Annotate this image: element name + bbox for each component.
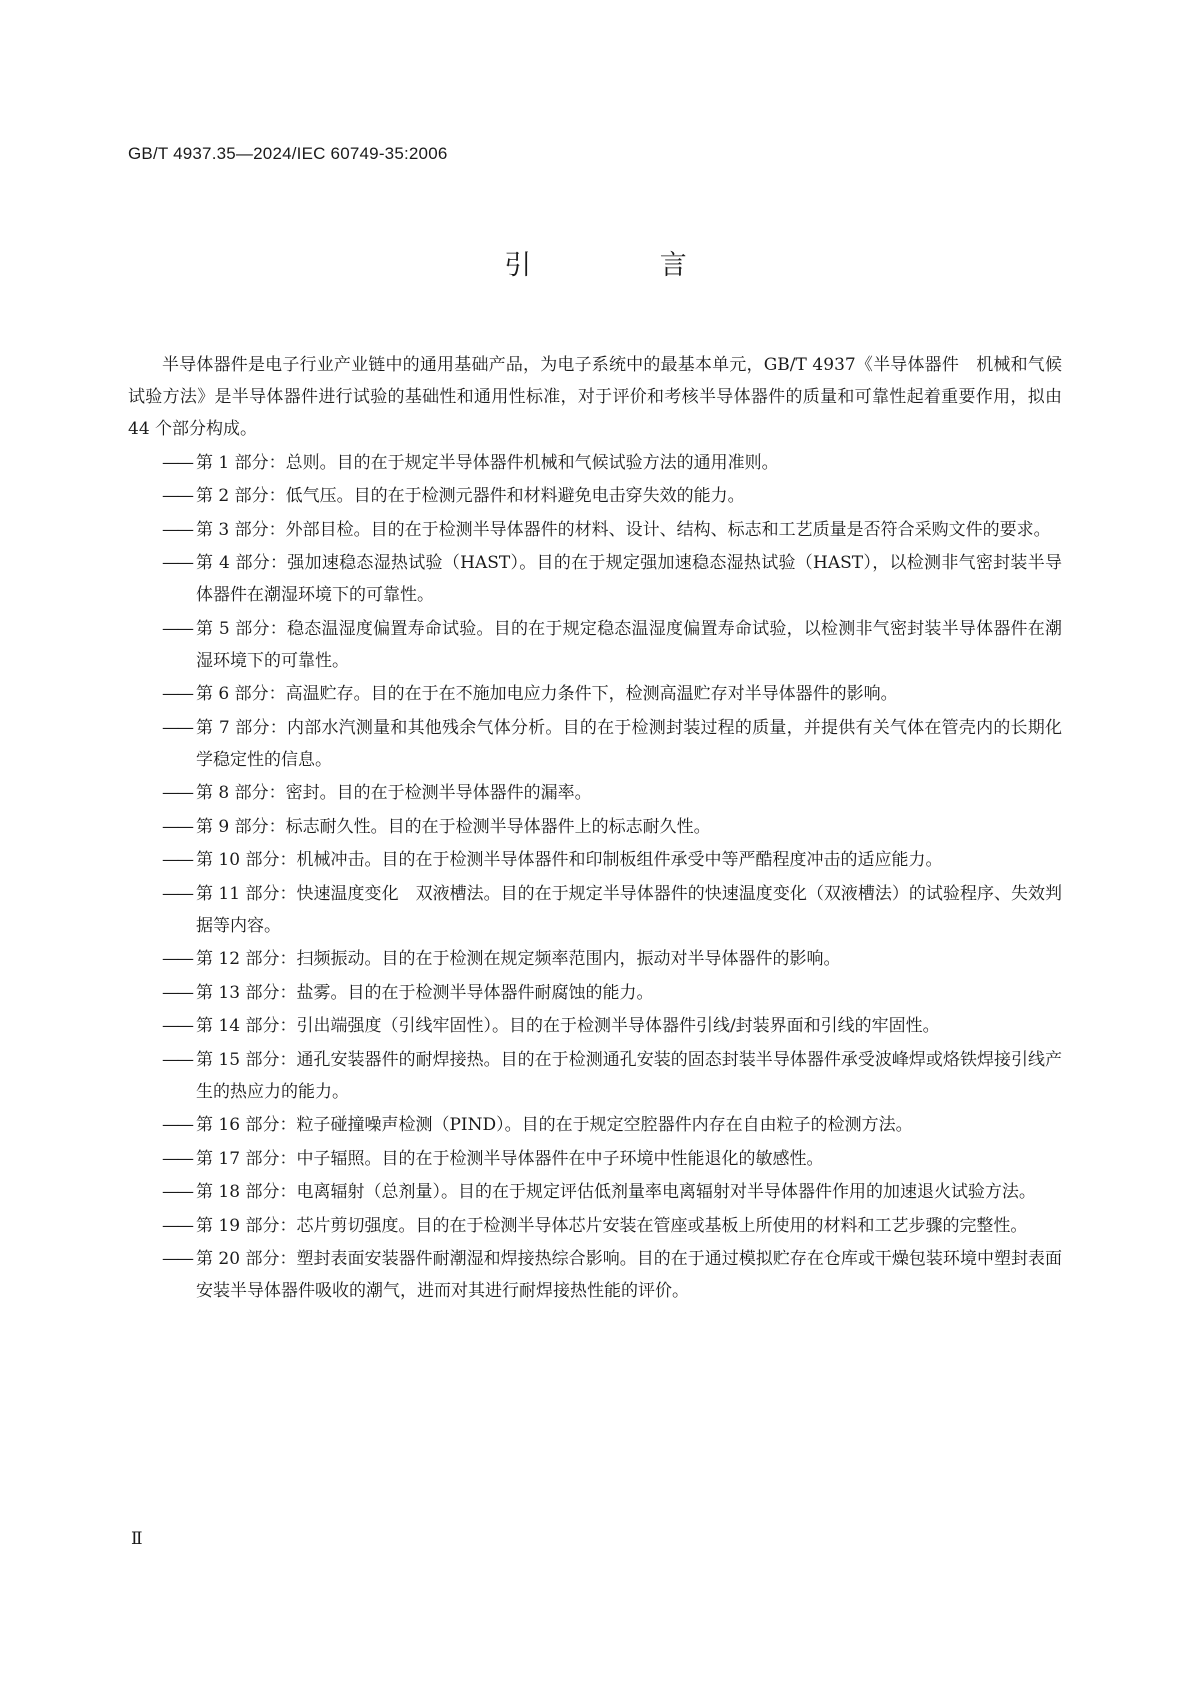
list-item	[128, 613, 1062, 677]
list-dash: ——	[162, 1049, 192, 1070]
list-dash: ——	[162, 486, 192, 506]
list-item	[128, 1243, 1062, 1307]
standard-code-header: GB/T 4937.35—2024/IEC 60749-35:2006	[128, 144, 448, 163]
list-dash: ——	[162, 1115, 192, 1135]
list-dash: ——	[162, 982, 192, 1003]
list-item-text: 第 19 部分：芯片剪切强度。目的在于检测半导体芯片安装在管座或基板上所使用的材料和工艺步骤的完整性。	[196, 1215, 1028, 1236]
list-item	[128, 447, 1062, 479]
list-dash: ——	[162, 949, 192, 969]
list-item-text: 第 7 部分：内部水汽测量和其他残余气体分析。目的在于检测封装过程的质量，并提供有关气体在管壳内的长期化学稳定性的信息。	[196, 717, 1062, 770]
list-item-text: 第 6 部分：高温贮存。目的在于在不施加电应力条件下，检测高温贮存对半导体器件的影响。	[196, 684, 898, 704]
list-item-text: 第 20 部分：塑封表面安装器件耐潮湿和焊接热综合影响。目的在于通过模拟贮存在仓库或干燥包装环境中塑封表面安装半导体器件吸收的潮气，进而对其进行耐焊接热性能的评价。	[196, 1249, 1062, 1301]
list-item-text: 第 1 部分：总则。目的在于规定半导体器件机械和气候试验方法的通用准则。	[196, 452, 779, 473]
list-item	[128, 777, 1062, 809]
list-item	[128, 1176, 1062, 1208]
list-item	[128, 811, 1062, 843]
list-item-text: 第 3 部分：外部目检。目的在于检测半导体器件的材料、设计、结构、标志和工艺质量是否符合采购文件的要求。	[196, 519, 1051, 540]
list-dash: ——	[162, 1148, 192, 1169]
list-item-text: 第 10 部分：机械冲击。目的在于检测半导体器件和印制板组件承受中等严酷程度冲击的适应能力。	[196, 850, 943, 870]
list-item	[128, 514, 1062, 546]
list-item	[128, 712, 1062, 776]
list-item-text: 第 8 部分：密封。目的在于检测半导体器件的漏率。	[196, 783, 592, 803]
list-item-text: 第 2 部分：低气压。目的在于检测元器件和材料避免电击穿失效的能力。	[196, 486, 745, 506]
list-dash: ——	[162, 452, 192, 473]
list-item	[128, 1109, 1062, 1141]
list-item-text: 第 17 部分：中子辐照。目的在于检测半导体器件在中子环境中性能退化的敏感性。	[196, 1148, 824, 1169]
list-dash: ——	[162, 850, 192, 870]
list-dash: ——	[162, 816, 192, 837]
list-item-text: 第 13 部分：盐雾。目的在于检测半导体器件耐腐蚀的能力。	[196, 982, 654, 1003]
list-item	[128, 678, 1062, 710]
list-item-text: 第 18 部分：电离辐射（总剂量）。目的在于规定评估低剂量率电离辐射对半导体器件作用的加速退火试验方法。	[196, 1182, 1036, 1202]
list-dash: ——	[162, 717, 192, 738]
list-item	[128, 977, 1062, 1009]
list-dash: ——	[162, 1016, 192, 1036]
list-dash: ——	[162, 783, 192, 803]
list-item-text: 第 5 部分：稳态温湿度偏置寿命试验。目的在于规定稳态温湿度偏置寿命试验，以检测非气密封装半导体器件在潮湿环境下的可靠性。	[196, 618, 1062, 671]
list-item	[128, 844, 1062, 876]
page-number: Ⅱ	[131, 1529, 143, 1548]
list-item	[128, 547, 1062, 611]
list-item	[128, 943, 1062, 975]
list-item-text: 第 16 部分：粒子碰撞噪声检测（PIND）。目的在于规定空腔器件内存在自由粒子的检测方法。	[196, 1115, 913, 1135]
intro-paragraph: 半导体器件是电子行业产业链中的通用基础产品，为电子系统中的最基本单元，GB/T 4937《半导体器件 机械和气候试验方法》是半导体器件进行试验的基础性和通用性标准，对于评价和考核半导体器件的质量和可靠性起着重要作用，拟由 44 个部分构成。	[128, 355, 1062, 439]
document-body	[128, 349, 1062, 1307]
list-item	[128, 878, 1062, 942]
list-item	[128, 1010, 1062, 1042]
list-item-text: 第 12 部分：扫频振动。目的在于检测在规定频率范围内，振动对半导体器件的影响。	[196, 949, 841, 969]
list-dash: ——	[162, 553, 192, 573]
list-item	[128, 480, 1062, 512]
list-dash: ——	[162, 1249, 192, 1269]
list-item	[128, 1143, 1062, 1175]
list-item-text: 第 15 部分：通孔安装器件的耐焊接热。目的在于检测通孔安装的固态封装半导体器件承受波峰焊或烙铁焊接引线产生的热应力的能力。	[196, 1049, 1062, 1102]
list-item-text: 第 4 部分：强加速稳态湿热试验（HAST）。目的在于规定强加速稳态湿热试验（HAST），以检测非气密封装半导体器件在潮湿环境下的可靠性。	[196, 553, 1062, 605]
list-dash: ——	[162, 883, 192, 904]
list-dash: ——	[162, 519, 192, 540]
list-dash: ——	[162, 684, 192, 704]
list-item-text: 第 11 部分：快速温度变化 双液槽法。目的在于规定半导体器件的快速温度变化（双液槽法）的试验程序、失效判据等内容。	[196, 883, 1062, 936]
list-item-text: 第 14 部分：引出端强度（引线牢固性）。目的在于检测半导体器件引线/封装界面和引线的牢固性。	[196, 1016, 940, 1036]
list-dash: ——	[162, 1182, 192, 1202]
parts-list	[128, 447, 1062, 1308]
list-dash: ——	[162, 618, 192, 639]
page-title: 引 言	[504, 250, 747, 281]
list-item	[128, 1210, 1062, 1242]
list-item	[128, 1044, 1062, 1108]
list-dash: ——	[162, 1215, 192, 1236]
list-item-text: 第 9 部分：标志耐久性。目的在于检测半导体器件上的标志耐久性。	[196, 816, 711, 837]
